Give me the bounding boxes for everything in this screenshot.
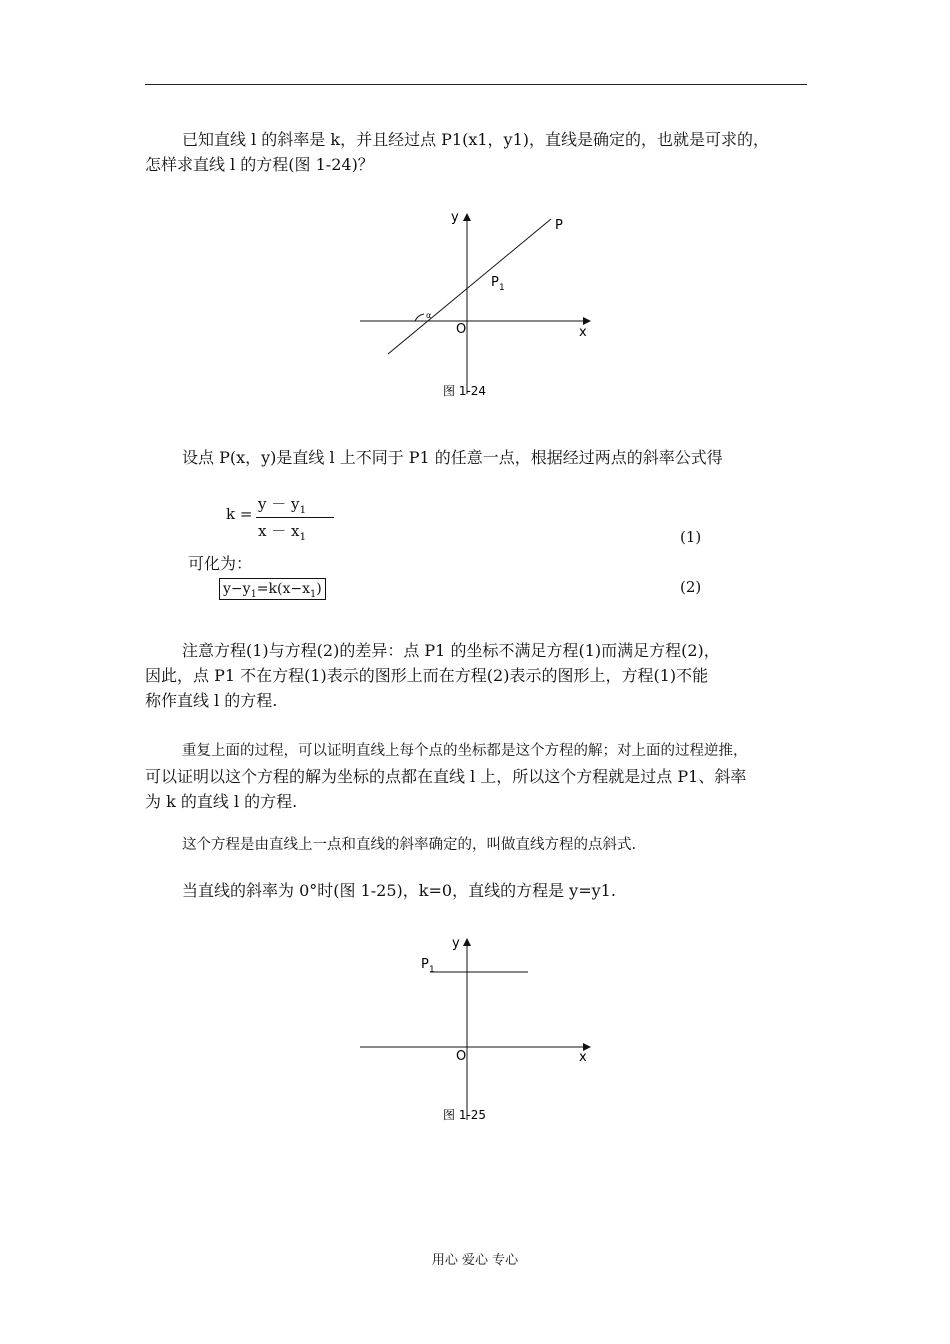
line-l <box>388 219 551 354</box>
angle-arc <box>415 314 424 321</box>
origin-label: O <box>456 322 467 337</box>
note-line-1: 注意方程(1)与方程(2)的差异：点 P1 的坐标不满足方程(1)而满足方程(2)， <box>182 641 720 660</box>
point-p-label: P <box>555 218 563 233</box>
note-line-2: 因此，点 P1 不在方程(1)表示的图形上而在方程(2)表示的图形上，方程(1)不能 <box>145 666 709 685</box>
formula-1-number: (1) <box>680 528 702 546</box>
intro-line-2: 怎样求直线 l 的方程(图 1-24)？ <box>145 155 374 174</box>
note-line-3: 称作直线 l 的方程. <box>145 691 278 710</box>
x-label: x <box>579 325 587 340</box>
simplify-label: 可化为： <box>188 554 253 573</box>
setup-text: 设点 P(x，y)是直线 l 上不同于 P1 的任意一点，根据经过两点的斜率公式得 <box>182 448 723 467</box>
y-axis-arrow-icon <box>463 938 471 946</box>
angle-label: α <box>426 311 432 320</box>
intro-line-1: 已知直线 l 的斜率是 k，并且经过点 P1(x1，y1)，直线是确定的，也就是可求的， <box>182 130 770 149</box>
header-rule <box>145 84 807 85</box>
definition-text: 这个方程是由直线上一点和直线的斜率确定的，叫做直线方程的点斜式. <box>182 837 637 853</box>
figure-1-24 <box>355 205 595 405</box>
formula-1-lhs: k = <box>226 505 253 523</box>
point-p1-subscript: 1 <box>499 283 505 293</box>
page-footer: 用心 爱心 专心 <box>431 1253 519 1268</box>
note-paragraph <box>145 638 810 713</box>
point-p1-label: P <box>421 957 429 972</box>
x-label: x <box>579 1050 587 1065</box>
repeat-line-3: 为 k 的直线 l 的方程. <box>145 792 298 811</box>
fraction-bar <box>256 517 334 518</box>
definition-paragraph <box>145 831 810 858</box>
figure-1-25 <box>355 930 595 1130</box>
formula-1-numerator: $y - y_1$ <box>258 495 307 516</box>
figure-2-caption: 图 1-25 <box>443 1108 487 1122</box>
setup-paragraph <box>145 445 810 470</box>
intro-paragraph <box>145 127 810 177</box>
formula-1-denominator: $x - x_1$ <box>258 522 307 543</box>
x-axis-arrow-icon <box>583 317 591 325</box>
y-axis-arrow-icon <box>463 213 471 221</box>
formula-2-number: (2) <box>680 578 702 596</box>
repeat-paragraph <box>145 737 810 814</box>
formula-1 <box>226 493 346 543</box>
point-p1-subscript: 1 <box>429 965 435 975</box>
zero-case-text: 当直线的斜率为 0°时(图 1-25)，k=0，直线的方程是 y=y1. <box>182 881 616 900</box>
origin-label: O <box>456 1049 467 1064</box>
zero-case-paragraph <box>145 878 810 903</box>
formula-2-box: $y-y_1=k(x-x_1)$ <box>219 578 326 600</box>
y-label: y <box>451 210 459 225</box>
repeat-line-1: 重复上面的过程，可以证明直线上每个点的坐标都是这个方程的解；对上面的过程逆推， <box>182 743 748 759</box>
figure-1-caption: 图 1-24 <box>443 384 487 398</box>
y-label: y <box>452 936 460 951</box>
point-p1-label: P <box>491 275 499 290</box>
repeat-line-2: 可以证明以这个方程的解为坐标的点都在直线 l 上，所以这个方程就是过点 P1、斜率 <box>145 767 747 786</box>
